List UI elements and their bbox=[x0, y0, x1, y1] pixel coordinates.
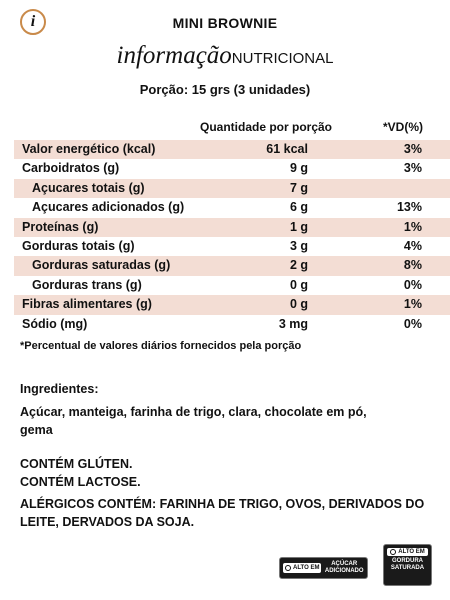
high-in-tag bbox=[387, 548, 427, 556]
gluten-warning: CONTÉM GLÚTEN. bbox=[20, 457, 133, 471]
high-added-sugar-badge bbox=[279, 557, 368, 579]
magnifier-icon bbox=[390, 549, 396, 555]
high-in-label: ALTO EM bbox=[398, 549, 425, 555]
nutrient-daily-value: 1% bbox=[403, 297, 422, 312]
table-row bbox=[14, 237, 450, 256]
ingredients-text: Açúcar, manteiga, farinha de trigo, clara, chocolate em pó, gema bbox=[20, 405, 367, 437]
info-icon: i bbox=[20, 9, 46, 35]
nutrient-quantity: 6 g bbox=[289, 200, 308, 215]
nutrient-daily-value: 0% bbox=[403, 316, 422, 331]
high-in-label: ALTO EM bbox=[293, 565, 320, 571]
daily-value-footnote: *Percentual de valores diários fornecidos pela porção bbox=[20, 340, 302, 352]
table-row bbox=[14, 256, 450, 275]
nutrient-daily-value: 4% bbox=[403, 238, 422, 253]
nutrient-daily-value: 1% bbox=[403, 219, 422, 234]
daily-value-column-header: *VD(%) bbox=[383, 120, 424, 134]
nutrient-quantity: 7 g bbox=[289, 180, 308, 195]
nutrient-name: Fibras alimentares (g) bbox=[22, 297, 152, 312]
nutrient-name: Proteínas (g) bbox=[22, 219, 99, 234]
saturated-fat-label: GORDURA SATURADA bbox=[390, 558, 425, 571]
portion-size: Porção: 15 grs (3 unidades) bbox=[139, 82, 311, 97]
nutrient-quantity: 0 g bbox=[289, 277, 308, 292]
product-name: MINI BROWNIE bbox=[172, 15, 278, 31]
nutrient-quantity: 61 kcal bbox=[266, 142, 308, 156]
heading-plain-text: NUTRICIONAL bbox=[231, 50, 334, 67]
nutrition-heading bbox=[0, 42, 450, 70]
quantity-column-header: Quantidade por porção bbox=[200, 120, 333, 134]
nutrient-daily-value: 0% bbox=[403, 277, 422, 292]
magnifier-icon bbox=[285, 565, 291, 571]
nutrient-name: Gorduras totais (g) bbox=[22, 238, 135, 253]
table-row bbox=[14, 295, 450, 314]
nutrient-quantity: 3 mg bbox=[278, 316, 308, 331]
nutrient-name: Valor energético (kcal) bbox=[22, 142, 156, 156]
nutrient-daily-value: 3% bbox=[403, 142, 422, 156]
nutrient-name: Gorduras trans (g) bbox=[32, 277, 142, 292]
nutrient-name: Açucares adicionados (g) bbox=[32, 200, 185, 215]
nutrient-quantity: 0 g bbox=[289, 297, 308, 312]
nutrient-name: Açucares totais (g) bbox=[32, 180, 145, 195]
nutrient-quantity: 1 g bbox=[289, 219, 308, 234]
table-row bbox=[14, 276, 450, 295]
table-row bbox=[14, 140, 450, 159]
table-row bbox=[14, 159, 450, 178]
high-in-tag bbox=[283, 563, 321, 573]
nutrient-quantity: 3 g bbox=[289, 238, 308, 253]
nutrient-name: Gorduras saturadas (g) bbox=[32, 258, 171, 273]
high-saturated-fat-badge bbox=[383, 544, 432, 586]
lactose-warning: CONTÉM LACTOSE. bbox=[20, 475, 141, 489]
nutrient-quantity: 2 g bbox=[289, 258, 308, 273]
added-sugar-label: AÇÚCAR ADICIONADO bbox=[324, 561, 364, 574]
nutrient-daily-value: 8% bbox=[403, 258, 422, 273]
nutrient-name: Sódio (mg) bbox=[22, 316, 88, 331]
heading-script-text: informação bbox=[116, 42, 232, 69]
ingredients-title: Ingredientes: bbox=[20, 382, 99, 396]
nutrient-daily-value: 13% bbox=[396, 200, 422, 215]
allergen-list: ALÉRGICOS CONTÉM: FARINHA DE TRIGO, OVOS, DERIVADOS DO LEITE, DERVADOS DA SOJA. bbox=[20, 497, 425, 529]
table-row bbox=[14, 218, 450, 237]
table-row bbox=[14, 198, 450, 217]
table-row bbox=[14, 179, 450, 198]
nutrient-quantity: 9 g bbox=[289, 161, 308, 176]
table-row bbox=[14, 315, 450, 334]
nutrient-name: Carboidratos (g) bbox=[22, 161, 120, 176]
nutrition-table bbox=[14, 140, 450, 334]
nutrient-daily-value: 3% bbox=[403, 161, 422, 176]
